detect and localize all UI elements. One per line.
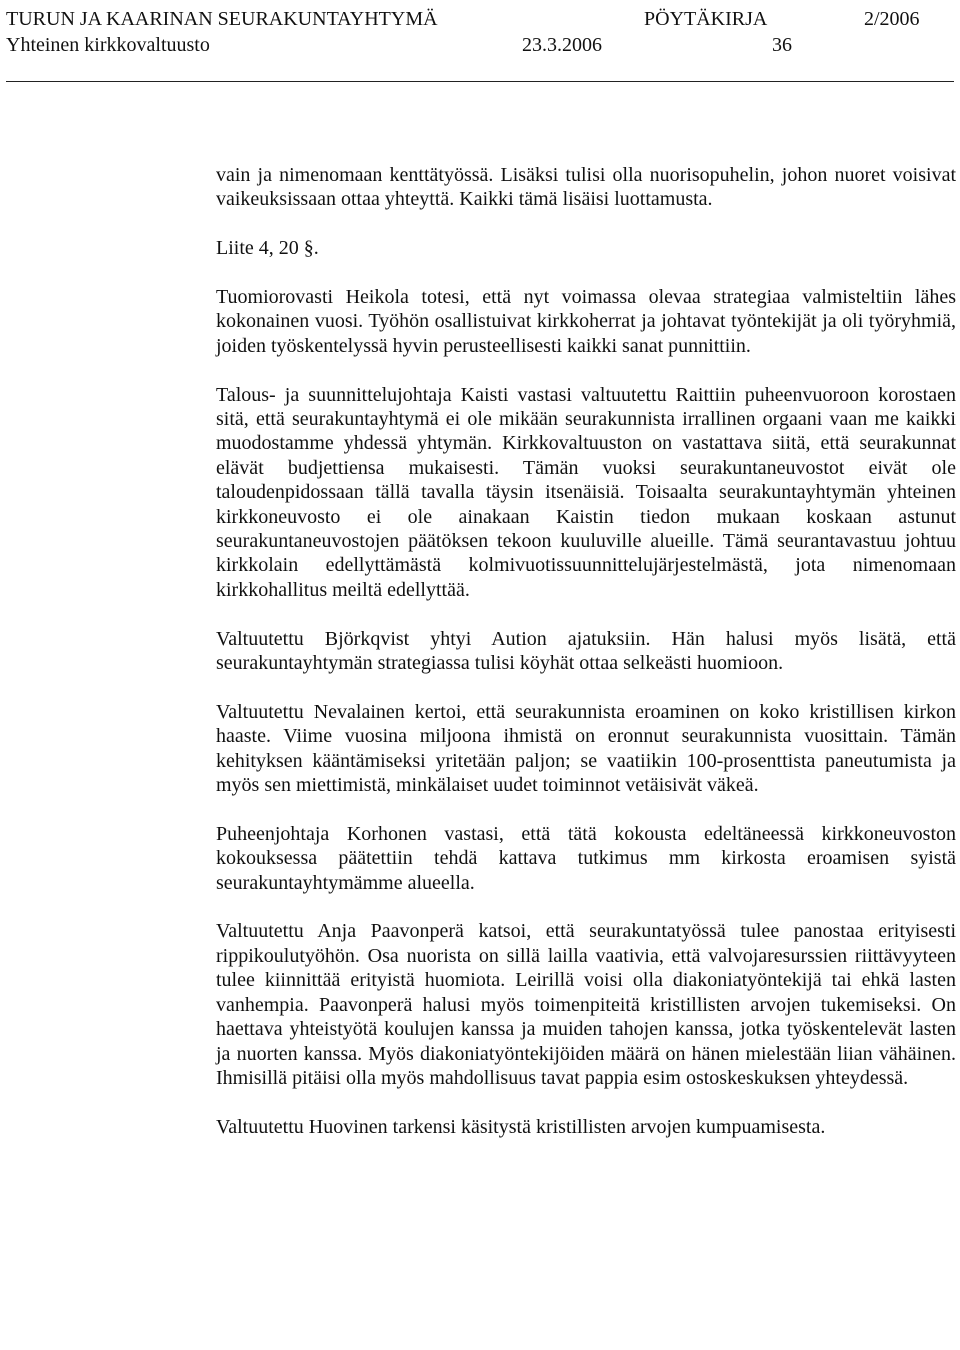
- document-number: 2/2006: [864, 8, 920, 30]
- paragraph-kaisti: Talous- ja suunnittelujohtaja Kaisti vastasi valtuutettu Raittiin puheenvuoroon korostaen sitä, että seurakuntayhtymä ei ole mikään seurakunnista irrallinen orgaani vaan me kaikki muodostamme yhdessä yhtymän. Kirkkovaltuuston on vastattava siitä, että seurakunnat elävät budjettiensa mukaisesti. Tämän vuoksi seurakuntaneuvostot eivät ole taloudenpidossaan tällä tavalla täysin itsenäisiä. Toisaalta seurakuntayhtymän yhteinen kirkkoneuvosto ei ole ainakaan Kaistin tiedon mukaan koskaan astunut seurakuntaneuvostojen päätöksen tekoon kuuluville alueille. Tämä seurantavastuu johtuu kirkkolain edellyttämästä kolmivuotissuunnittelujärjestelmästä, jota nimenomaan kirkkohallitus meiltä edellyttää.: [216, 383, 956, 601]
- page-number: 36: [772, 34, 792, 56]
- paragraph-attachment-ref: Liite 4, 20 §.: [216, 237, 319, 260]
- header-row-bottom: [6, 32, 954, 58]
- organization-name: TURUN JA KAARINAN SEURAKUNTAYHTYMÄ: [6, 8, 438, 30]
- paragraph-bjorkqvist: Valtuutettu Björkqvist yhtyi Aution ajatuksiin. Hän halusi myös lisätä, että seurakuntayhtymän strategiassa tulisi köyhät ottaa selkeästi huomioon.: [216, 627, 956, 675]
- header-divider: [6, 81, 954, 82]
- header-row-top: [6, 6, 954, 32]
- governing-body: Yhteinen kirkkovaltuusto: [6, 34, 210, 56]
- paragraph-paavonpera: Valtuutettu Anja Paavonperä katsoi, että seurakuntatyössä tulee panostaa erityisesti rippikoulutyöhön. Osa nuorista on sillä lailla vaativia, että valvojaresurssien riittävyyteen tulee kiinnittää erityistä huomiota. Leirillä voisi olla diakoniatyöntekijä tai ehkä lasten vanhempia. Paavonperä halusi myös toimenpiteitä kristillisten arvojen tukemiseksi. On haettava yhteistyötä koulujen kanssa ja muiden tahojen kanssa, jotka työskentelevät lasten ja nuorten kanssa. Myös diakoniatyöntekijöiden määrä on hänen mielestään liian vähäinen. Ihmisillä pitäisi olla myös mahdollisuus tavat pappia esim ostoskeskuksen yhteydessä.: [216, 920, 956, 1089]
- paragraph-korhonen: Puheenjohtaja Korhonen vastasi, että tätä kokousta edeltäneessä kirkkoneuvoston kokouksessa päätettiin tehdä kattava tutkimus mm kirkosta eroamisen syistä seurakuntayhtymämme alueella.: [216, 822, 956, 894]
- page-header: [6, 6, 954, 58]
- paragraph-heikola: Tuomiorovasti Heikola totesi, että nyt voimassa olevaa strategiaa valmisteltiin lähes kokonainen vuosi. Työhön osallistuivat kirkkoherrat ja johtavat työntekijät ja oli työryhmiä, joiden työskentelyssä hyvin perusteellisesti kaikki sanat punnittiin.: [216, 286, 956, 357]
- meeting-date: 23.3.2006: [522, 34, 602, 56]
- document-type: PÖYTÄKIRJA: [644, 8, 768, 30]
- paragraph-huovinen: Valtuutettu Huovinen tarkensi käsitystä kristillisten arvojen kumpuamisesta.: [216, 1115, 826, 1138]
- document-body: [216, 163, 956, 1139]
- paragraph-nevalainen: Valtuutettu Nevalainen kertoi, että seurakunnista eroaminen on koko kristillisen kirkon haaste. Viime vuosina miljoona ihmistä on eronnut seurakunnista vuosittain. Tämän kehityksen kääntämiseksi yritetään paljon; se vaatiikin 100-prosenttista paneutumista ja myös sen miettimistä, minkälaiset uudet toiminnot vetäisivät väkeä.: [216, 700, 956, 797]
- paragraph-continuation: vain ja nimenomaan kenttätyössä. Lisäksi tulisi olla nuorisopuhelin, johon nuoret voisivat vaikeuksissaan ottaa yhteyttä. Kaikki tämä lisäisi luottamusta.: [216, 164, 956, 211]
